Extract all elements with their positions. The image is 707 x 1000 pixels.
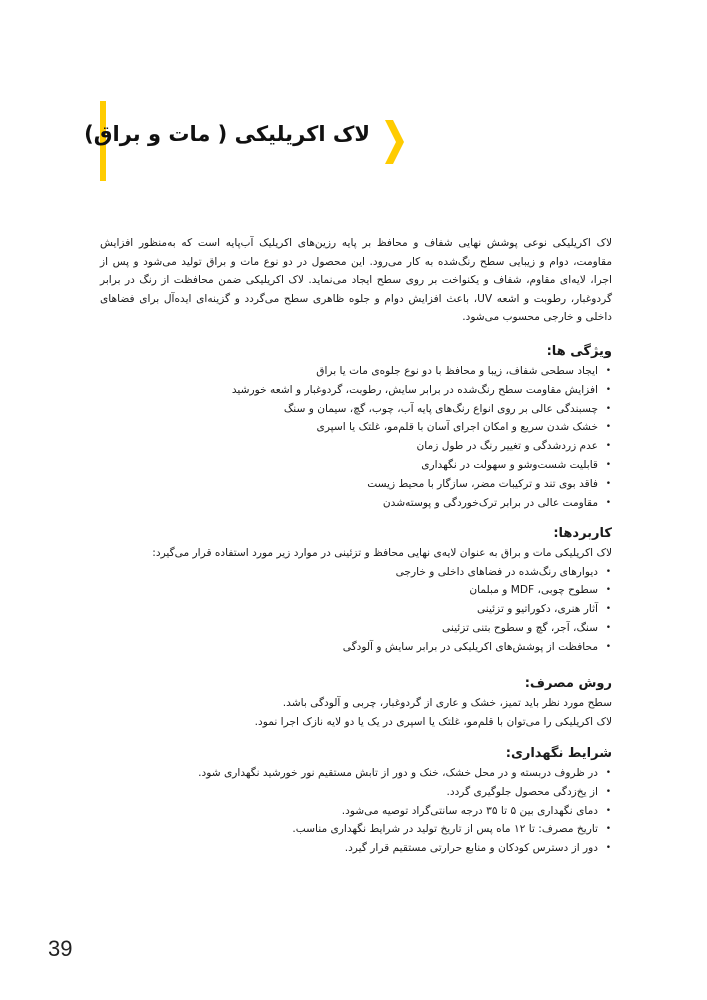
list-item: • سطوح چوبی، MDF و مبلمان [100,581,598,600]
list-item: • دور از دسترس کودکان و منابع حرارتی مستقیم قرار گیرد. [100,839,598,858]
list-item: • تاریخ مصرف: تا ۱۲ ماه پس از تاریخ تولید در شرایط نگهداری مناسب. [100,820,598,839]
list-item: • خشک شدن سریع و امکان اجرای آسان با قلم‌مو، غلتک یا اسپری [100,418,598,437]
storage-heading: شرایط نگهداری: [505,746,612,761]
list-item: • دمای نگهداری بین ۵ تا ۳۵ درجه سانتی‌گراد توصیه می‌شود. [100,802,598,821]
usage-heading: روش مصرف: [524,676,612,691]
list-item: • در ظروف دربسته و در محل خشک، خنک و دور از تابش مستقیم نور خورشید نگهداری شود. [100,764,598,783]
list-item: • ایجاد سطحی شفاف، زیبا و محافظ با دو نوع جلوه‌ی مات یا براق [100,362,598,381]
intro-section [100,234,612,327]
list-item: • مقاومت عالی در برابر ترک‌خوردگی و پوسته‌شدن [100,494,598,513]
applications-section [100,524,612,656]
features-list [100,362,612,512]
features-section [100,342,612,512]
storage-section [100,744,612,858]
list-item: • دیوارهای رنگ‌شده در فضاهای داخلی و خارجی [100,563,598,582]
page-title: لاک اکریلیکی ( مات و براق) [84,122,370,146]
document-body [100,234,612,855]
chevron-right-icon [382,120,404,164]
usage-line: لاک اکریلیکی را می‌توان با قلم‌مو، غلتک یا اسپری در یک یا دو لایه نازک اجرا نمود. [254,715,612,728]
usage-line: سطح مورد نظر باید تمیز، خشک و عاری از گردوغبار، چربی و آلودگی باشد. [282,697,612,709]
list-item: • فاقد بوی تند و ترکیبات مضر، سازگار با محیط زیست [100,475,598,494]
list-item: • از یخ‌زدگی محصول جلوگیری گردد. [100,783,598,802]
list-item: • چسبندگی عالی بر روی انواع رنگ‌های پایه آب، چوب، گچ، سیمان و سنگ [100,400,598,419]
applications-list [100,563,612,657]
features-heading: ویژگی ها: [546,344,612,359]
storage-list [100,764,612,858]
page-header [84,118,410,168]
intro-paragraph: لاک اکریلیکی نوعی پوشش نهایی شفاف و محافظ بر پایه رزین‌های اکریلیک آب‌پایه است که به‌منظور افزایش مقاومت، دوام و زیبایی سطح رنگ‌شده به کار می‌رود. این محصول در دو نوع مات و براق تولید می‌شود و پس از اجرا، لایه‌ای مقاوم، شفاف و یکنواخت بر روی سطح ایجاد می‌نماید. لاک اکریلیکی ضمن محافظت از رنگ در برابر گردوغبار، رطوبت و اشعه UV، باعث افزایش دوام و جلوه ظاهری سطح می‌گردد و گزینه‌ای ایده‌آل برای فضاهای داخلی و خارجی محسوب می‌شود. [100,237,612,323]
list-item: • سنگ، آجر، گچ و سطوح بتنی تزئینی [100,619,598,638]
list-item: • عدم زردشدگی و تغییر رنگ در طول زمان [100,437,598,456]
applications-heading: کاربردها: [553,526,612,541]
page-number: 39 [48,936,73,961]
usage-section [100,674,612,731]
list-item: • قابلیت شست‌وشو و سهولت در نگهداری [100,456,598,475]
list-item: • آثار هنری، دکوراتیو و تزئینی [100,600,598,619]
list-item: • افزایش مقاومت سطح رنگ‌شده در برابر سایش، رطوبت، گردوغبار و اشعه خورشید [100,381,598,400]
applications-intro: لاک اکریلیکی مات و براق به عنوان لایه‌ی نهایی محافظ و تزئینی در موارد زیر مورد استفاده قرار می‌گیرد: [152,547,612,559]
list-item: • محافظت از پوشش‌های اکریلیکی در برابر سایش و آلودگی [100,638,598,657]
